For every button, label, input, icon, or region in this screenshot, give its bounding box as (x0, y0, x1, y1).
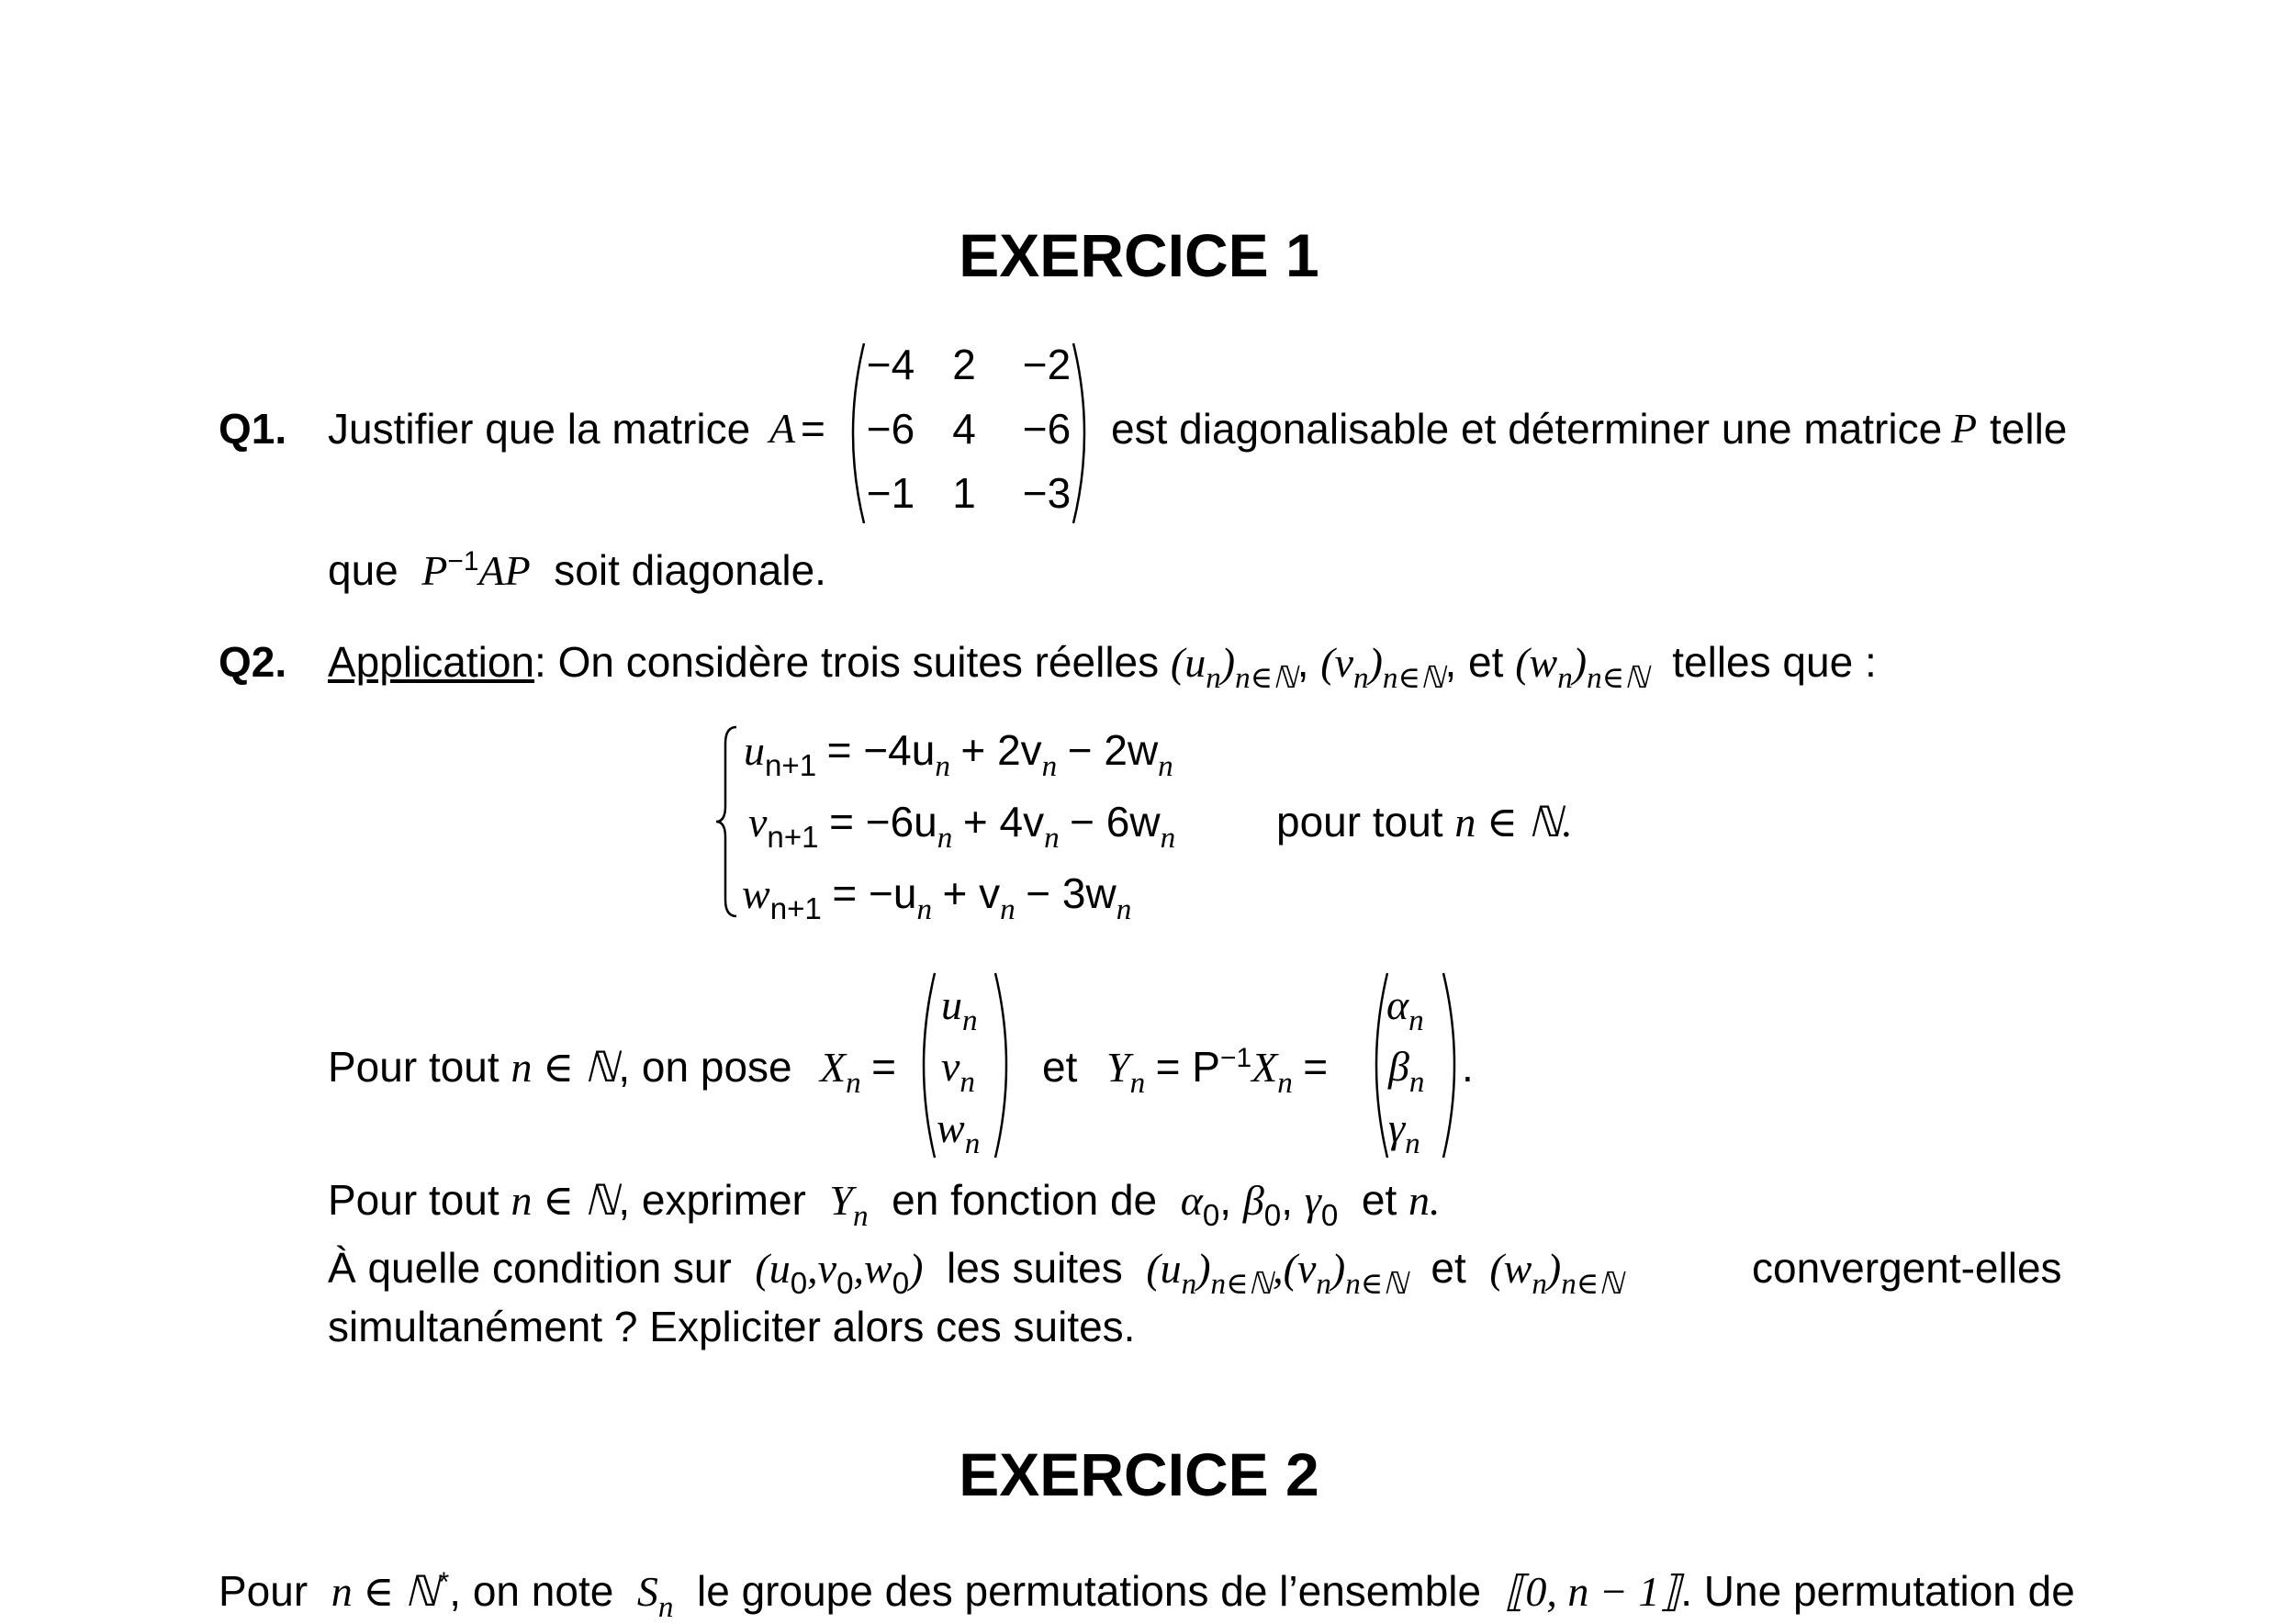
matrix-cell: −6 (1022, 405, 1072, 453)
application-label: Application (328, 638, 535, 686)
inverse-exponent: −1 (447, 545, 479, 577)
q1-text-end: telle (1990, 405, 2068, 453)
matrix-cell: −2 (1022, 341, 1072, 388)
ex2-intro: Pour n ∈ ℕ*, on note $S_n$ le groupe des permutations de l’ensemble ⟦0, n − 1⟧. Une permutation de (219, 1566, 2075, 1624)
cond-end: convergent-elles (1752, 1244, 2062, 1292)
y-vec-beta: $\beta_n$ (1388, 1043, 1425, 1099)
system-row: $u_{n+1} = -4u_n + 2v_n - 2w_n$ (744, 726, 1173, 783)
telles-que: telles que : (1672, 638, 1877, 686)
pose-line: Pour tout n ∈ ℕ, on pose (328, 1043, 792, 1091)
q1-label: Q1. (219, 405, 287, 453)
pose-et: et (1042, 1043, 1078, 1091)
q1-line2-start: que (328, 546, 398, 594)
matrix-name-a: A (769, 405, 796, 452)
right-paren-icon (992, 971, 1019, 1159)
matrix-cell: 4 (952, 405, 976, 453)
pour-tout-n: pour tout n ∈ ℕ. (1276, 798, 1573, 846)
matrix-cell: −4 (866, 341, 915, 388)
q1-text-before: Justifier que la matrice (328, 405, 751, 453)
matrix-cell: −6 (866, 405, 915, 453)
q2-label: Q2. (219, 638, 287, 686)
last-line: simultanément ? Expliciter alors ces suites. (328, 1303, 1136, 1350)
matrix-cell: −3 (1022, 469, 1072, 517)
ap-product: AP (478, 547, 531, 594)
cond-line: À quelle condition sur $(u_0,v_0,w_0)$ les suites $(u_n)_{n\in ℕ},(v_n)_{n\in ℕ}$ et $(w_n)_{n\in ℕ}$ (328, 1244, 1623, 1301)
y-vec-gamma: $\gamma_n$ (1388, 1104, 1420, 1160)
system-row: $v_{n+1} = -6u_n + 4v_n - 6w_n$ (748, 798, 1176, 855)
matrix-name-p: P (1951, 405, 1978, 452)
exercise-2-title: EXERCICE 2 (959, 1440, 1319, 1508)
x-vec-w: $w_n$ (937, 1104, 981, 1160)
y-n-def: $Y_n = P^{-1}X_n$ = (1106, 1042, 1329, 1100)
q2-intro: : On considère trois suites réelles (534, 638, 1160, 686)
index-set: n∈ℕ (1235, 660, 1297, 695)
expr-line: Pour tout n ∈ ℕ, exprimer $Y_n$ en fonction de $\alpha_0$, $\beta_0$, $\gamma_0$ et n. (328, 1176, 1441, 1233)
index-set: n∈ℕ (1382, 660, 1445, 695)
left-paren-icon (911, 971, 938, 1159)
index-set: n∈ℕ (1587, 660, 1649, 695)
q1-line2 (328, 545, 826, 595)
matrix-cell: −1 (866, 469, 915, 517)
p-inverse: P (421, 547, 448, 594)
q2-intro-line: Application: On considère trois suites réelles $(u_n)_{n\in ℕ}$, $(v_n)_{n\in ℕ}$, et $(w_n)_{n\in ℕ}$ telles que : (328, 638, 1877, 695)
period: . (1462, 1043, 1474, 1091)
matrix-cell: 2 (952, 341, 976, 388)
x-n-def: $X_n$ = (820, 1043, 897, 1100)
matrix-cell: 1 (952, 469, 976, 517)
exercise-1-title: EXERCICE 1 (959, 221, 1319, 289)
x-vec-u: $u_n$ (941, 981, 978, 1037)
x-vec-v: $v_n$ (941, 1043, 975, 1099)
left-brace-icon (714, 725, 742, 918)
y-vec-alpha: $\alpha_n$ (1386, 981, 1424, 1037)
q1-line2-end: soit diagonale. (554, 546, 826, 594)
system-row: $w_{n+1} = -u_n + v_n - 3w_n$ (742, 869, 1132, 926)
q1-text-after: est diagonalisable et déterminer une matrice (1111, 405, 1943, 453)
equals-sign: = (801, 405, 825, 453)
